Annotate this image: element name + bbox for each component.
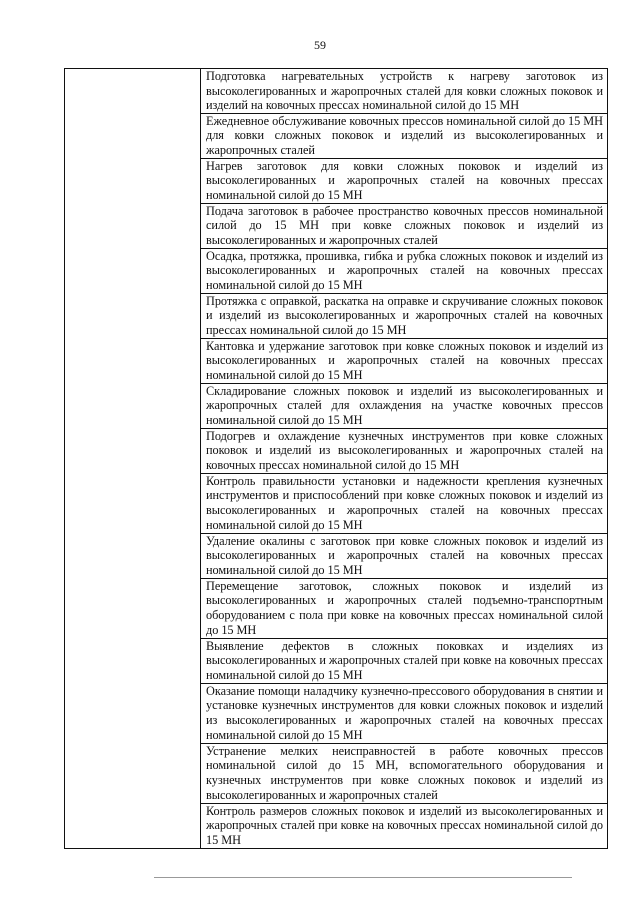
cell-text: Подогрев и охлаждение кузнечных инструментов при ковке сложных поковок и изделий из высоколегированных и жаропрочных сталей на ковочных прессах номинальной силой до 15 МН [206, 428, 603, 472]
table-cell [201, 113, 608, 158]
table-cell [201, 383, 608, 428]
table-cell [201, 158, 608, 203]
left-empty-cell [65, 69, 201, 849]
table-cell [201, 533, 608, 578]
cell-text: Контроль правильности установки и надежности крепления кузнечных инструментов и приспособлений при ковке сложных поковок и изделий из высоколегированных и жаропрочных сталей на ковочных прессах номинальной силой до 15 МН [206, 473, 603, 532]
cell-text: Ежедневное обслуживание ковочных прессов номинальной силой до 15 МН для ковки сложных поковок и изделий из высоколегированных и жаропрочных сталей [206, 113, 603, 157]
cell-text: Перемещение заготовок, сложных поковок и изделий из высоколегированных и жаропрочных сталей подъемно-транспортным оборудованием с пола при ковке на ковочных прессах номинальной силой до 15 МН [206, 578, 603, 637]
cell-text: Оказание помощи наладчику кузнечно-прессового оборудования в снятии и установке кузнечных инструментов для ковки сложных поковок и изделий из высоколегированных и жаропрочных сталей на ковочных прессах номинальной силой до 15 МН [206, 683, 603, 742]
table-cell [201, 578, 608, 638]
cell-text: Протяжка с оправкой, раскатка на оправке и скручивание сложных поковок и изделий из высоколегированных и жаропрочных сталей на ковочных прессах номинальной силой до 15 МН [206, 293, 603, 337]
table-cell [201, 803, 608, 848]
cell-text: Нагрев заготовок для ковки сложных поковок и изделий из высоколегированных и жаропрочных сталей на ковочных прессах номинальной силой до 15 МН [206, 158, 603, 202]
page-number: 59 [314, 38, 326, 52]
table-row [65, 69, 608, 114]
cell-text: Осадка, протяжка, прошивка, гибка и рубка сложных поковок и изделий из высоколегированных и жаропрочных сталей на ковочных прессах номинальной силой до 15 МН [206, 248, 603, 292]
cell-text: Контроль размеров сложных поковок и изделий из высоколегированных и жаропрочных сталей при ковке на ковочных прессах номинальной силой до 15 МН [206, 803, 603, 847]
bottom-divider [154, 877, 572, 878]
table-cell [201, 638, 608, 683]
table-cell [201, 683, 608, 743]
table-cell [201, 428, 608, 473]
labor-functions-table [64, 68, 608, 849]
cell-text: Устранение мелких неисправностей в работе ковочных прессов номинальной силой до 15 МН, вспомогательного оборудования и кузнечных инструментов при ковке сложных поковок и изделий из высоколегированных и жаропрочных сталей [206, 743, 603, 802]
cell-text: Выявление дефектов в сложных поковках и изделиях из высоколегированных и жаропрочных сталей при ковке на ковочных прессах номинальной силой до 15 МН [206, 638, 603, 682]
cell-text: Кантовка и удержание заготовок при ковке сложных поковок и изделий из высоколегированных и жаропрочных сталей на ковочных прессах номинальной силой до 15 МН [206, 338, 603, 382]
table-cell [201, 338, 608, 383]
table-cell [201, 248, 608, 293]
table-cell [201, 203, 608, 248]
cell-text: Подача заготовок в рабочее пространство ковочных прессов номинальной силой до 15 МН при ковке сложных поковок и изделий из высоколегированных и жаропрочных сталей [206, 203, 603, 247]
table-cell [201, 69, 608, 114]
cell-text: Удаление окалины с заготовок при ковке сложных поковок и изделий из высоколегированных и жаропрочных сталей на ковочных прессах номинальной силой до 15 МН [206, 533, 603, 577]
table-cell [201, 473, 608, 533]
cell-text: Складирование сложных поковок и изделий из высоколегированных и жаропрочных сталей для охлаждения на участке ковочных прессов номинальной силой до 15 МН [206, 383, 603, 427]
table-cell [201, 743, 608, 803]
table-cell [201, 293, 608, 338]
cell-text: Подготовка нагревательных устройств к нагреву заготовок из высоколегированных и жаропрочных сталей для ковки сложных поковок и изделий на ковочных прессах номинальной силой до 15 МН [206, 69, 603, 113]
